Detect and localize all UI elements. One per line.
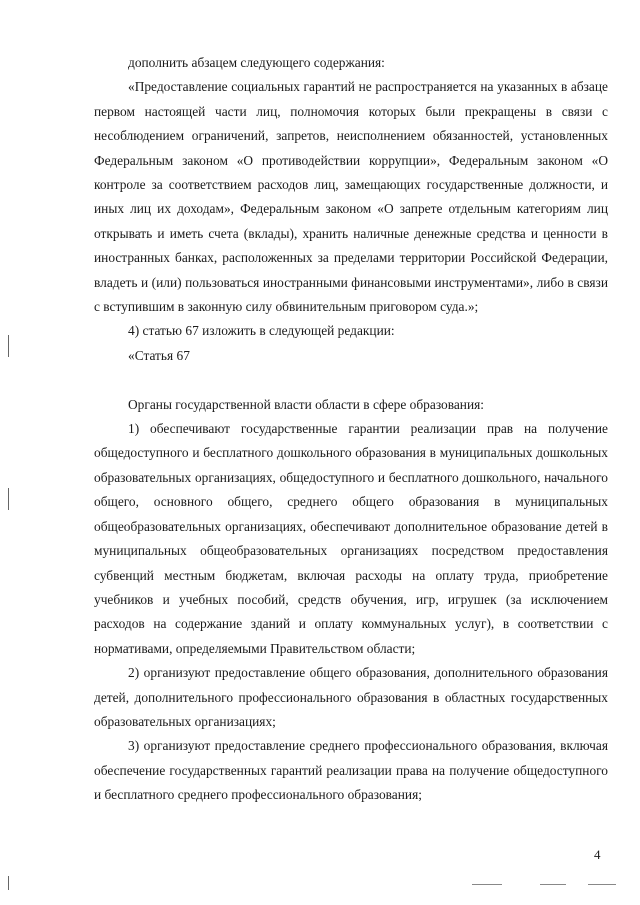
page-number: 4 — [594, 847, 601, 862]
scan-mark — [472, 884, 502, 885]
blank-line — [94, 368, 608, 392]
scan-mark — [8, 335, 9, 357]
paragraph: 2) организуют предоставление общего образования, дополнительного образования детей, дополнительного профессионального образования в областных государственных образовательных организациях; — [94, 665, 608, 729]
paragraph: дополнить абзацем следующего содержания: — [128, 55, 385, 70]
scan-mark — [8, 876, 9, 890]
paragraph: 4) статью 67 изложить в следующей редакции: — [128, 323, 395, 339]
document-body — [94, 51, 608, 808]
paragraph: Органы государственной власти области в сфере образования: — [128, 396, 485, 412]
paragraph: 1) обеспечивают государственные гарантии реализации прав на получение общедоступного и бесплатного дошкольного образования в муниципальных дошкольных образовательных организациях, общедоступного и бесплатного дошкольного, начального общего, основного общего, среднего общего образования в муниципальных общеобразовательных организациях, обеспечивают дополнительное образование детей в муниципальных общеобразовательных организациях посредством предоставления субвенций местным бюджетам, включая расходы на оплату труда, приобретение учебников и учебных пособий, средств обучения, игр, игрушек (за исключением расходов на содержание зданий и оплату коммунальных услуг), в соответствии с нормативами, определяемыми Правительством области; — [94, 421, 608, 656]
paragraph: «Предоставление социальных гарантий не распространяется на указанных в абзаце первом настоящей части лиц, полномочия которых были прекращены в связи с несоблюдением ограничений, запретов, неисполнением обязанностей, установленных Федеральным законом «О противодействии коррупции», Федеральным законом «О контроле за соответствием расходов лиц, замещающих государственные должности, и иных лиц их доходам», Федеральным законом «О запрете отдельным категориям лиц открывать и иметь счета (вклады), хранить наличные денежные средства и ценности в иностранных банках, расположенных за пределами территории Российской Федерации, владеть и (или) пользоваться иностранными финансовыми инструментами», либо в связи с вступившим в законную силу обвинительным приговором суда.»; — [94, 79, 608, 315]
scan-mark — [8, 488, 9, 510]
paragraph: 3) организуют предоставление среднего профессионального образования, включая обеспечение государственных гарантий реализации права на получение общедоступного и бесплатного среднего профессионального образования; — [94, 738, 608, 803]
scan-mark — [588, 884, 616, 885]
article-heading: «Статья 67 — [128, 347, 190, 363]
scan-mark — [540, 884, 566, 885]
